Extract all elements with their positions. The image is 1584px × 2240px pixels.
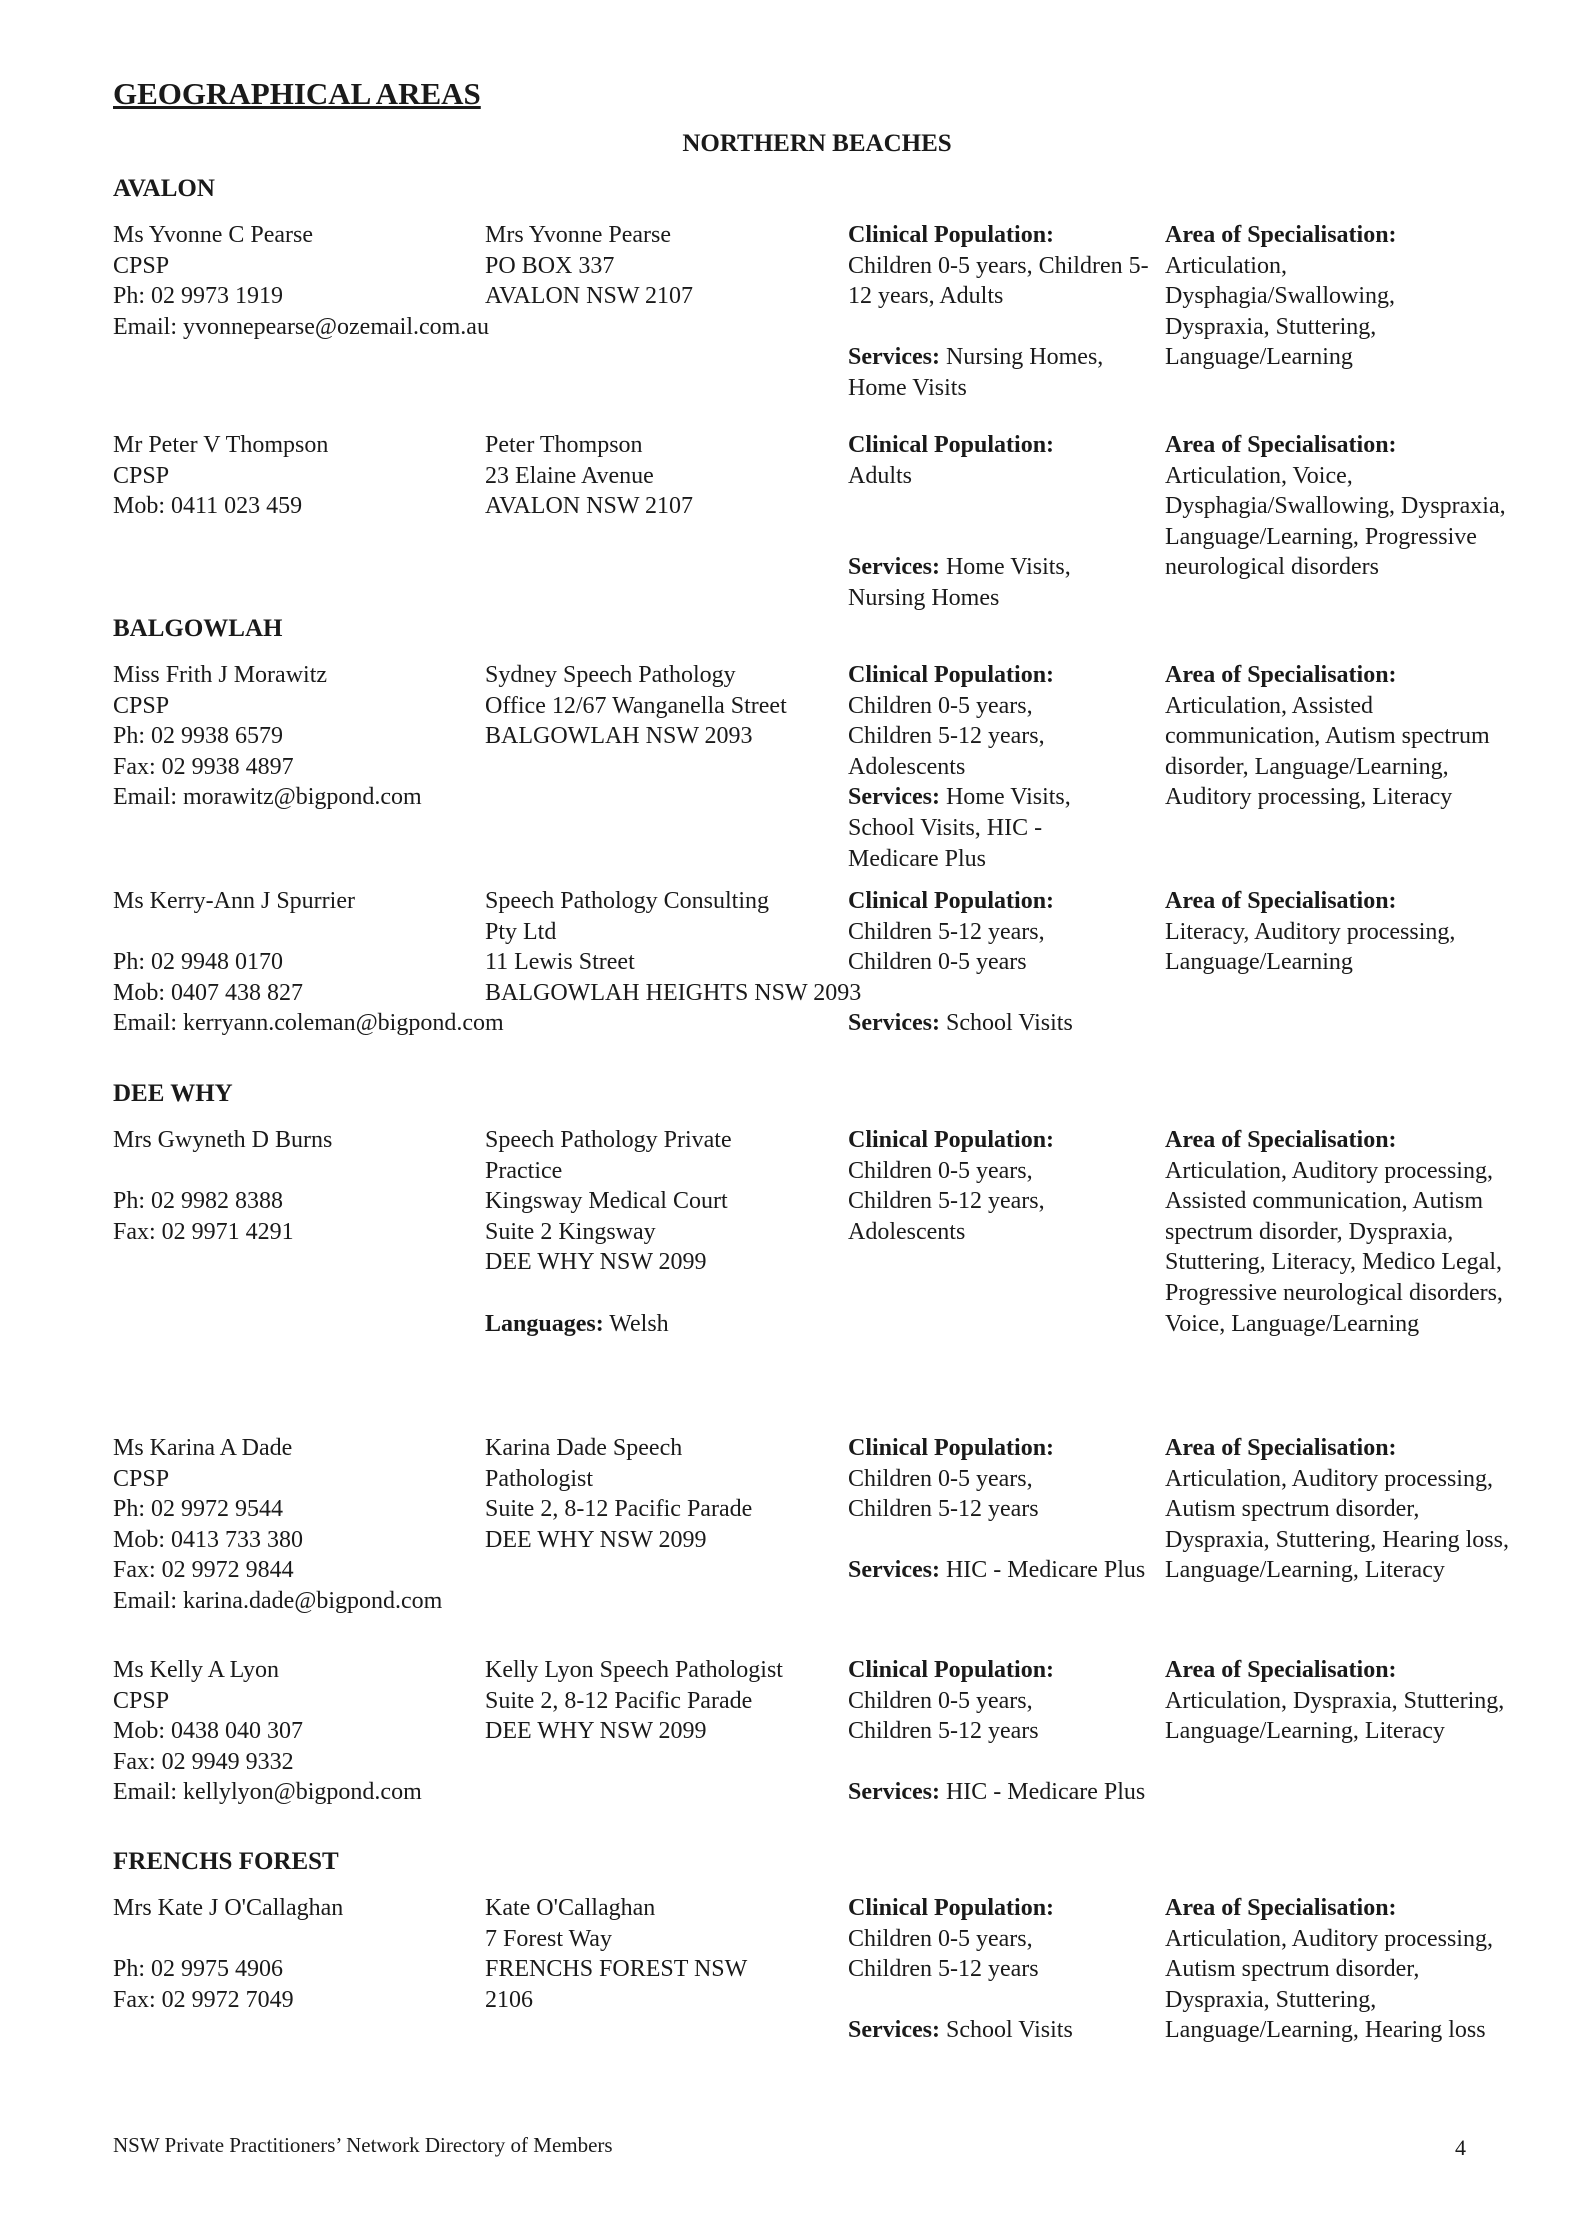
fax: Fax: 02 9972 9844 bbox=[113, 1557, 294, 1584]
fax: Fax: 02 9972 7049 bbox=[113, 1986, 294, 2013]
fax: Fax: 02 9949 9332 bbox=[113, 1748, 294, 1775]
area-heading-balgowlah: BALGOWLAH bbox=[113, 615, 283, 642]
specialisation: Articulation, Auditory processing, Autism spectrum disorder, Dyspraxia, Stuttering, Language/Learning, Hearing loss bbox=[1165, 1925, 1493, 2044]
address-line: AVALON NSW 2107 bbox=[485, 493, 694, 520]
area-heading-avalon: AVALON bbox=[113, 175, 215, 202]
practitioner-entry bbox=[113, 1655, 1513, 1847]
practitioner-entry bbox=[113, 1433, 1513, 1655]
address-line: Suite 2 Kingsway bbox=[485, 1218, 656, 1245]
address-column bbox=[485, 1655, 848, 1847]
population-column bbox=[848, 660, 1165, 886]
practitioner-name: Miss Frith J Morawitz bbox=[113, 662, 328, 688]
clinical-population: Children 0-5 years, Children 5-12 years bbox=[848, 1465, 1039, 1523]
clinical-population-label: Clinical Population: bbox=[848, 1435, 1055, 1461]
specialisation-label: Area of Specialisation: bbox=[1165, 222, 1397, 248]
practitioner-name: Mrs Gwyneth D Burns bbox=[113, 1127, 333, 1153]
phone: Ph: 02 9948 0170 bbox=[113, 949, 284, 976]
address-line: Speech Pathology Consulting bbox=[485, 888, 769, 914]
specialisation: Literacy, Auditory processing, Language/Learning bbox=[1165, 918, 1456, 976]
address-column bbox=[485, 430, 848, 614]
population-column bbox=[848, 886, 1165, 1079]
mobile: Mob: 0438 040 307 bbox=[113, 1718, 304, 1745]
services-value: Home Visits, Nursing Homes bbox=[848, 554, 1071, 611]
population-column bbox=[848, 1655, 1165, 1847]
phone: Ph: 02 9975 4906 bbox=[113, 1956, 284, 1983]
footer-text: NSW Private Practitioners’ Network Directory of Members bbox=[113, 2133, 613, 2157]
address-line: Karina Dade Speech bbox=[485, 1435, 683, 1461]
address-line: Speech Pathology Private bbox=[485, 1127, 732, 1153]
contact-column bbox=[113, 660, 485, 886]
clinical-population: Children 0-5 years, Children 5-12 years, Adolescents bbox=[848, 1157, 1045, 1245]
address-line: DEE WHY NSW 2099 bbox=[485, 1526, 707, 1553]
address-line: BALGOWLAH HEIGHTS NSW 2093 bbox=[485, 979, 862, 1006]
contact-column bbox=[113, 220, 489, 430]
address-line: Practice bbox=[485, 1157, 563, 1184]
specialisation-column bbox=[1165, 1125, 1513, 1433]
specialisation-label: Area of Specialisation: bbox=[1165, 1435, 1397, 1461]
practitioner-name: Mr Peter V Thompson bbox=[113, 432, 329, 458]
practitioner-name: Mrs Kate J O'Callaghan bbox=[113, 1895, 344, 1921]
mobile: Mob: 0411 023 459 bbox=[113, 493, 303, 520]
credential: CPSP bbox=[113, 1465, 170, 1492]
clinical-population-label: Clinical Population: bbox=[848, 1127, 1055, 1153]
practitioner-name: Ms Kerry-Ann J Spurrier bbox=[113, 888, 355, 914]
services bbox=[848, 1008, 1165, 1039]
email: Email: morawitz@bigpond.com bbox=[113, 784, 422, 811]
credential: CPSP bbox=[113, 252, 170, 279]
phone: Ph: 02 9938 6579 bbox=[113, 723, 284, 750]
phone: Ph: 02 9972 9544 bbox=[113, 1496, 284, 1523]
services-label: Services: bbox=[848, 784, 940, 811]
specialisation-label: Area of Specialisation: bbox=[1165, 1127, 1397, 1153]
address-line: FRENCHS FOREST NSW 2106 bbox=[485, 1956, 747, 2013]
practitioner-entry bbox=[113, 1893, 1513, 2093]
mobile: Mob: 0407 438 827 bbox=[113, 979, 304, 1006]
address-line: Kelly Lyon Speech Pathologist bbox=[485, 1657, 783, 1683]
credential: CPSP bbox=[113, 462, 170, 489]
mobile: Mob: 0413 733 380 bbox=[113, 1526, 304, 1553]
clinical-population: Children 0-5 years, Children 5-12 years bbox=[848, 1925, 1039, 1983]
services-label: Services: bbox=[848, 1779, 940, 1806]
contact-column bbox=[113, 1655, 485, 1847]
area-heading-frenchs-forest: FRENCHS FOREST bbox=[113, 1848, 339, 1875]
contact-column bbox=[113, 886, 504, 1079]
phone: Ph: 02 9973 1919 bbox=[113, 283, 284, 310]
credential: CPSP bbox=[113, 1687, 170, 1714]
address-line: Mrs Yvonne Pearse bbox=[485, 222, 671, 248]
contact-column bbox=[113, 1893, 485, 2093]
services-value: School Visits bbox=[945, 2017, 1073, 2044]
phone: Ph: 02 9982 8388 bbox=[113, 1188, 284, 1215]
page-number: 4 bbox=[1455, 2135, 1466, 2160]
specialisation-column bbox=[1165, 886, 1513, 1079]
population-column bbox=[848, 1893, 1165, 2093]
practitioner-name: Ms Kelly A Lyon bbox=[113, 1657, 280, 1683]
specialisation-label: Area of Specialisation: bbox=[1165, 662, 1397, 688]
address-column bbox=[485, 660, 848, 886]
languages-value: Welsh bbox=[609, 1310, 669, 1337]
specialisation-column bbox=[1165, 1655, 1513, 1847]
email: Email: kerryann.coleman@bigpond.com bbox=[113, 1010, 504, 1037]
specialisation-label: Area of Specialisation: bbox=[1165, 432, 1397, 458]
languages bbox=[485, 1309, 848, 1340]
specialisation: Articulation, Auditory processing, Autism spectrum disorder, Dyspraxia, Stuttering, Hearing loss, Language/Learning, Literacy bbox=[1165, 1465, 1509, 1584]
specialisation-column bbox=[1165, 660, 1513, 886]
clinical-population: Children 5-12 years, Children 0-5 years bbox=[848, 918, 1045, 976]
population-column bbox=[848, 1433, 1165, 1655]
address-line: DEE WHY NSW 2099 bbox=[485, 1718, 707, 1745]
address-line: Suite 2, 8-12 Pacific Parade bbox=[485, 1496, 753, 1523]
clinical-population-label: Clinical Population: bbox=[848, 888, 1055, 914]
services-label: Services: bbox=[848, 1557, 940, 1584]
contact-column bbox=[113, 430, 485, 614]
address-column bbox=[485, 1893, 848, 2093]
address-line: Sydney Speech Pathology bbox=[485, 662, 736, 688]
address-column bbox=[485, 220, 848, 430]
address-line: Kingsway Medical Court bbox=[485, 1188, 728, 1215]
specialisation: Articulation, Voice, Dysphagia/Swallowing, Dyspraxia, Language/Learning, Progressive neurological disorders bbox=[1165, 462, 1506, 581]
address-column bbox=[485, 1125, 848, 1433]
services bbox=[848, 342, 1148, 403]
contact-column bbox=[113, 1125, 485, 1433]
specialisation: Articulation, Dyspraxia, Stuttering, Language/Learning, Literacy bbox=[1165, 1687, 1505, 1745]
address-line: Office 12/67 Wanganella Street bbox=[485, 692, 787, 719]
clinical-population-label: Clinical Population: bbox=[848, 662, 1055, 688]
directory-content bbox=[113, 174, 1513, 2093]
clinical-population-label: Clinical Population: bbox=[848, 222, 1055, 248]
address-line: Pathologist bbox=[485, 1465, 594, 1492]
address-column bbox=[485, 886, 862, 1079]
specialisation: Articulation, Assisted communication, Autism spectrum disorder, Language/Learning, Auditory processing, Literacy bbox=[1165, 692, 1490, 811]
address-line: Pty Ltd bbox=[485, 918, 557, 945]
services-value: HIC - Medicare Plus bbox=[945, 1779, 1146, 1806]
credential: CPSP bbox=[113, 692, 170, 719]
services-value: HIC - Medicare Plus bbox=[945, 1557, 1146, 1584]
services bbox=[848, 552, 1128, 613]
address-line: Suite 2, 8-12 Pacific Parade bbox=[485, 1687, 753, 1714]
clinical-population: Children 0-5 years, Children 5-12 years, Adolescents bbox=[848, 692, 1045, 780]
practitioner-name: Ms Karina A Dade bbox=[113, 1435, 293, 1461]
services-value: School Visits bbox=[945, 1010, 1073, 1037]
area-heading-dee-why: DEE WHY bbox=[113, 1080, 233, 1107]
contact-column bbox=[113, 1433, 485, 1655]
practitioner-entry bbox=[113, 660, 1513, 886]
population-column bbox=[848, 430, 1165, 614]
practitioner-entry bbox=[113, 886, 1513, 1079]
address-line: DEE WHY NSW 2099 bbox=[485, 1249, 707, 1276]
fax: Fax: 02 9971 4291 bbox=[113, 1218, 294, 1245]
address-line: 11 Lewis Street bbox=[485, 949, 635, 976]
population-column bbox=[848, 220, 1165, 430]
fax: Fax: 02 9938 4897 bbox=[113, 753, 294, 780]
services-value: Nursing Homes, Home Visits bbox=[848, 344, 1104, 401]
specialisation: Articulation, Auditory processing, Assisted communication, Autism spectrum disorder, Dyspraxia, Stuttering, Literacy, Medico Legal, Progressive neurological disorders, Voice, Language/Learning bbox=[1165, 1157, 1503, 1337]
practitioner-entry bbox=[113, 220, 1513, 430]
specialisation-label: Area of Specialisation: bbox=[1165, 1895, 1397, 1921]
services bbox=[848, 1555, 1148, 1586]
services bbox=[848, 782, 1128, 874]
specialisation: Articulation, Dysphagia/Swallowing, Dyspraxia, Stuttering, Language/Learning bbox=[1165, 252, 1395, 371]
services-label: Services: bbox=[848, 344, 940, 371]
services-label: Services: bbox=[848, 2017, 940, 2044]
services bbox=[848, 1777, 1148, 1808]
address-line: BALGOWLAH NSW 2093 bbox=[485, 723, 753, 750]
clinical-population: Children 0-5 years, Children 5-12 years, Adults bbox=[848, 252, 1149, 310]
page-title: GEOGRAPHICAL AREAS bbox=[113, 76, 481, 111]
address-column bbox=[485, 1433, 848, 1655]
email: Email: kellylyon@bigpond.com bbox=[113, 1779, 422, 1806]
services-label: Services: bbox=[848, 554, 940, 581]
address-line: AVALON NSW 2107 bbox=[485, 283, 694, 310]
practitioner-entry bbox=[113, 430, 1513, 614]
clinical-population-label: Clinical Population: bbox=[848, 1657, 1055, 1683]
clinical-population-label: Clinical Population: bbox=[848, 432, 1055, 458]
region-heading: NORTHERN BEACHES bbox=[682, 130, 952, 157]
address-line: Kate O'Callaghan bbox=[485, 1895, 656, 1921]
address-line: 23 Elaine Avenue bbox=[485, 462, 654, 489]
email: Email: yvonnepearse@ozemail.com.au bbox=[113, 313, 489, 340]
clinical-population: Children 0-5 years, Children 5-12 years bbox=[848, 1687, 1039, 1745]
specialisation-label: Area of Specialisation: bbox=[1165, 888, 1397, 914]
specialisation-label: Area of Specialisation: bbox=[1165, 1657, 1397, 1683]
address-line: 7 Forest Way bbox=[485, 1925, 612, 1952]
specialisation-column bbox=[1165, 1433, 1513, 1655]
specialisation-column bbox=[1165, 220, 1513, 430]
address-line: PO BOX 337 bbox=[485, 252, 615, 279]
services-value: Home Visits, School Visits, HIC - Medicare Plus bbox=[848, 784, 1071, 872]
email: Email: karina.dade@bigpond.com bbox=[113, 1587, 443, 1614]
population-column bbox=[848, 1125, 1165, 1433]
clinical-population-label: Clinical Population: bbox=[848, 1895, 1055, 1921]
practitioner-name: Ms Yvonne C Pearse bbox=[113, 222, 314, 248]
services bbox=[848, 2015, 1165, 2046]
practitioner-entry bbox=[113, 1125, 1513, 1433]
clinical-population: Adults bbox=[848, 462, 913, 489]
specialisation-column bbox=[1165, 1893, 1513, 2093]
services-label: Services: bbox=[848, 1010, 940, 1037]
specialisation-column bbox=[1165, 430, 1513, 614]
languages-label: Languages: bbox=[485, 1310, 604, 1337]
address-line: Peter Thompson bbox=[485, 432, 643, 458]
